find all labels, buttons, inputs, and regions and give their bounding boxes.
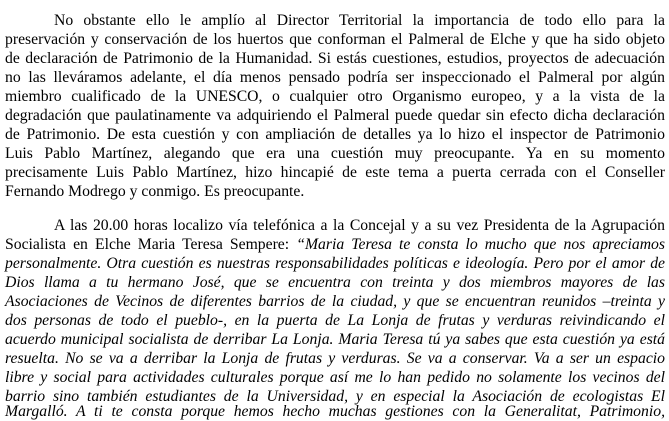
quote-line-8: barrio sino también estudiantes de la Universidad, y en especial la Asociación de ecologistas El (5, 388, 665, 405)
quote-line-6: resuelta. No se va a derribar la Lonja de frutas y verduras. Se va a conservar. Va a ser un espacio (5, 350, 665, 367)
paragraph2-line-2 (5, 235, 665, 254)
quote-line-4: dos personas de todo el pueblo-, en la puerta de La Lonja de frutas y verduras reivindicando el (5, 312, 665, 329)
quote-line-2: Dios llama a tu hermano José, que se encuentra con treinta y dos miembros mayores de las (5, 274, 665, 291)
paragraph1-line-2: preservación y conservación de los huertos que conforman el Palmeral de Elche y que ha sido objeto (5, 31, 665, 48)
paragraph2-line-2-quote-start: “Maria Teresa te consta lo mucho que nos apreciamos (296, 236, 665, 253)
quote-line-3: Asociaciones de Vecinos de diferentes barrios de la ciudad, y que se encuentran reunidos –treinta y (5, 293, 665, 310)
paragraph1-line-1: No obstante ello le amplío al Director Territorial la importancia de todo ello para la (54, 12, 665, 29)
quote-line-9: Margalló. A ti te consta porque hemos hecho muchas gestiones con la Generalitat, Patrimonio, (5, 403, 665, 420)
paragraph1-line-3: de declaración de Patrimonio de la Humanidad. Si estás cuestiones, estudios, proyectos de adecuación (5, 50, 665, 67)
paragraph2-line-1: A las 20.00 horas localizo vía telefónica a la Concejal y a su vez Presidenta de la Agrupación (54, 217, 665, 234)
quote-line-7: libre y social para actividades culturales porque así me lo han pedido no solamente los vecinos del (5, 369, 665, 386)
paragraph1-line-8: Luis Pablo Martínez, alegando que era una cuestión muy preocupante. Ya en su momento (5, 145, 665, 162)
paragraph1-line-10: Fernando Modrego y conmigo. Es preocupante. (5, 183, 305, 200)
paragraph1-line-6: degradación que paulatinamente va adquiriendo el Palmeral puede quedar sin efecto dicha declaración (5, 107, 665, 124)
paragraph1-line-4: no las lleváramos adelante, el día menos pensado podría ser inspeccionado el Palmeral por algún (5, 69, 665, 86)
paragraph1-line-9: precisamente Luis Pablo Martínez, hizo hincapié de este tema a puerta cerrada con el Conseller (5, 164, 665, 181)
paragraph2-line-2-upright: Socialista en Elche Maria Teresa Sempere: (5, 236, 297, 253)
paragraph1-line-5: miembro cualificado de la UNESCO, o cualquier otro Organismo europeo, y a la vista de la (5, 88, 665, 105)
paragraph1-line-7: de Patrimonio. De esta cuestión y con ampliación de detalles ya lo hizo el inspector de Patrimonio (5, 126, 665, 143)
quote-line-1: personalmente. Otra cuestión es nuestras responsabilidades políticas e ideología. Pero por el amor de (5, 255, 665, 272)
quote-line-5: acuerdo municipal socialista de derribar La Lonja. Maria Teresa tú ya sabes que esta cuestión ya está (5, 331, 665, 348)
